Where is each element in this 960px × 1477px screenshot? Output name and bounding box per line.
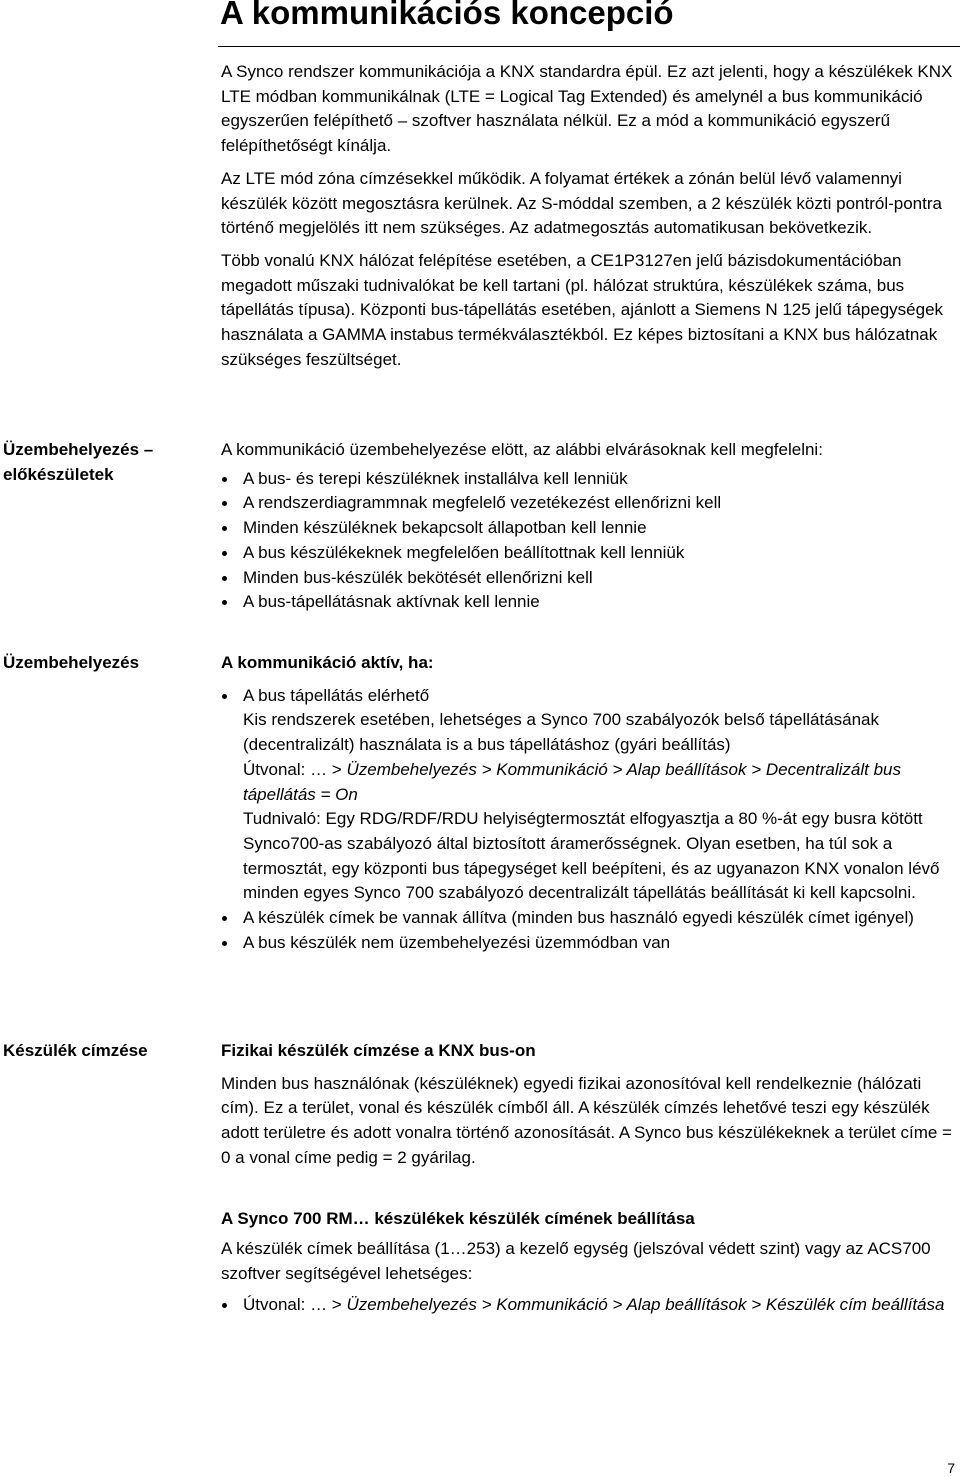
- list-item: A bus-tápellátásnak aktívnak kell lennie: [221, 590, 956, 615]
- item1-title: A bus tápellátás elérhető: [243, 685, 430, 705]
- addressing-list: [221, 1293, 956, 1318]
- list-item: [221, 684, 956, 906]
- prep-lead: A kommunikáció üzembehelyezése elött, az alábbi elvárásoknak kell megfelelni:: [221, 440, 823, 459]
- prep-list: [221, 467, 956, 615]
- addressing-side-heading: Készülék címzése: [3, 1041, 148, 1060]
- bullet-icon: [222, 526, 227, 531]
- list-item: A bus- és terepi készüléknek installálva kell lenniük: [221, 467, 956, 492]
- addressing-text-2: A készülék címek beállítása (1…253) a kezelő egység (jelszóval védett szint) vagy az ACS700 szoftver segítségével lehetséges:: [221, 1239, 931, 1283]
- commissioning-section: [221, 651, 956, 955]
- prep-section: [221, 438, 956, 615]
- list-item: A rendszerdiagrammnak megfelelő vezetékezést ellenőrizni kell: [221, 491, 956, 516]
- item1-note: Tudnivaló: Egy RDG/RDF/RDU helyiségtermosztát elfogyasztja a 80 %-át egy busra kötött Synco700-as szabályozó által biztosított áramerősségnek. Olyan esetben, ha túl sok a termosztát, egy központi bus tápegységet kell beépíteni, és az ugyanazon KNX vonalon lévő minden egyes Synco 700 szabályozó decentralizált tápellátás beállítását ki kell kapcsolni.: [243, 809, 940, 903]
- intro-paragraph-1: A Synco rendszer kommunikációja a KNX standardra épül. Ez azt jelenti, hogy a készülékek KNX LTE módban kommunikálnak (LTE = Logical Tag Extended) és amelynél a bus kommunikáció egyszerűen felépíthető – szoftver használata nélkül. Ez a mód a kommunikáció egyszerű felépíthetőségt kínálja.: [221, 62, 953, 156]
- addressing-heading-2: A Synco 700 RM… készülékek készülék címének beállítása: [221, 1208, 695, 1228]
- page-number: 7: [947, 1460, 955, 1476]
- list-item: A készülék címek be vannak állítva (minden bus használó egyedi készülék címet igényel): [221, 906, 956, 931]
- bullet-icon: [222, 551, 227, 556]
- addressing-text: Minden bus használónak (készüléknek) egyedi fizikai azonosítóval kell rendelkeznie (hálózati cím). Ez a terület, vonal és készülék címből áll. A készülék címzés lehetővé teszi egy készülék adott területre és adott vonalra történő azonosítását. A Synco bus készülékeknek a terület címe = 0 a vonal címe pedig = 2 gyárilag.: [221, 1073, 952, 1167]
- list-item: Minden készüléknek bekapcsolt állapotban kell lennie: [221, 516, 956, 541]
- prep-side-heading-line2: előkészületek: [3, 464, 114, 484]
- bullet-icon: [222, 477, 227, 482]
- commissioning-list: [221, 684, 956, 956]
- bullet-icon: [222, 916, 227, 921]
- bullet-icon: [222, 501, 227, 506]
- bullet-icon: [222, 600, 227, 605]
- prep-side-heading-line1: Üzembehelyezés –: [3, 440, 154, 459]
- item1-path: Üzembehelyezés > Kommunikáció > Alap beállítások > Decentralizált bus tápellátás = On: [243, 759, 901, 804]
- title-rule: [218, 46, 960, 47]
- list-item: Útvonal: … > Üzembehelyezés > Kommunikáció > Alap beállítások > Készülék cím beállítása: [221, 1293, 956, 1318]
- bullet-icon: [222, 941, 227, 946]
- bullet-icon: [222, 694, 227, 699]
- list-item: A bus készülékeknek megfelelően beállítottnak kell lenniük: [221, 541, 956, 566]
- addressing-path: Üzembehelyezés > Kommunikáció > Alap beállítások > Készülék cím beállítása: [346, 1294, 945, 1314]
- addressing-section: [221, 1039, 956, 1317]
- item1-path-line: Útvonal: … > Üzembehelyezés > Kommunikáció > Alap beállítások > Decentralizált bus tápellátás = On: [243, 759, 901, 804]
- addressing-heading: Fizikai készülék címzése a KNX bus-on: [221, 1041, 536, 1060]
- list-item: Minden bus-készülék bekötését ellenőrizni kell: [221, 566, 956, 591]
- bullet-icon: [222, 1303, 227, 1308]
- intro-section: [221, 60, 956, 372]
- prep-side-heading: [3, 438, 203, 487]
- commissioning-heading: A kommunikáció aktív, ha:: [221, 653, 434, 672]
- list-item: A bus készülék nem üzembehelyezési üzemmódban van: [221, 931, 956, 956]
- intro-paragraph-3: Több vonalú KNX hálózat felépítése esetében, a CE1P3127en jelű bázisdokumentációban megadott műszaki tudnivalókat be kell tartani (pl. hálózat struktúra, készülékek száma, bus tápellátás típusa). Központi bus-tápellátás esetében, ajánlott a Siemens N 125 jelű tápegységek használata a GAMMA instabus termékválasztékból. Ez képes biztosítani a KNX bus hálózatnak szükséges feszültséget.: [221, 250, 944, 369]
- commissioning-side-heading: Üzembehelyezés: [3, 653, 140, 672]
- bullet-icon: [222, 576, 227, 581]
- item1-text: Kis rendszerek esetében, lehetséges a Synco 700 szabályozók belső tápellátásának (decentralizált) használata is a bus tápellátáshoz (gyári beállítás): [243, 710, 880, 755]
- intro-paragraph-2: Az LTE mód zóna címzésekkel működik. A folyamat értékek a zónán belül lévő valamennyi készülék között megosztásra kerülnek. Az S-móddal szemben, a 2 készülék közti pontról-pontra történő megjelölés itt nem szükséges. Az adatmegosztás automatikusan bekövetkezik.: [221, 168, 942, 238]
- page-title: A kommunikációs koncepció: [220, 0, 674, 31]
